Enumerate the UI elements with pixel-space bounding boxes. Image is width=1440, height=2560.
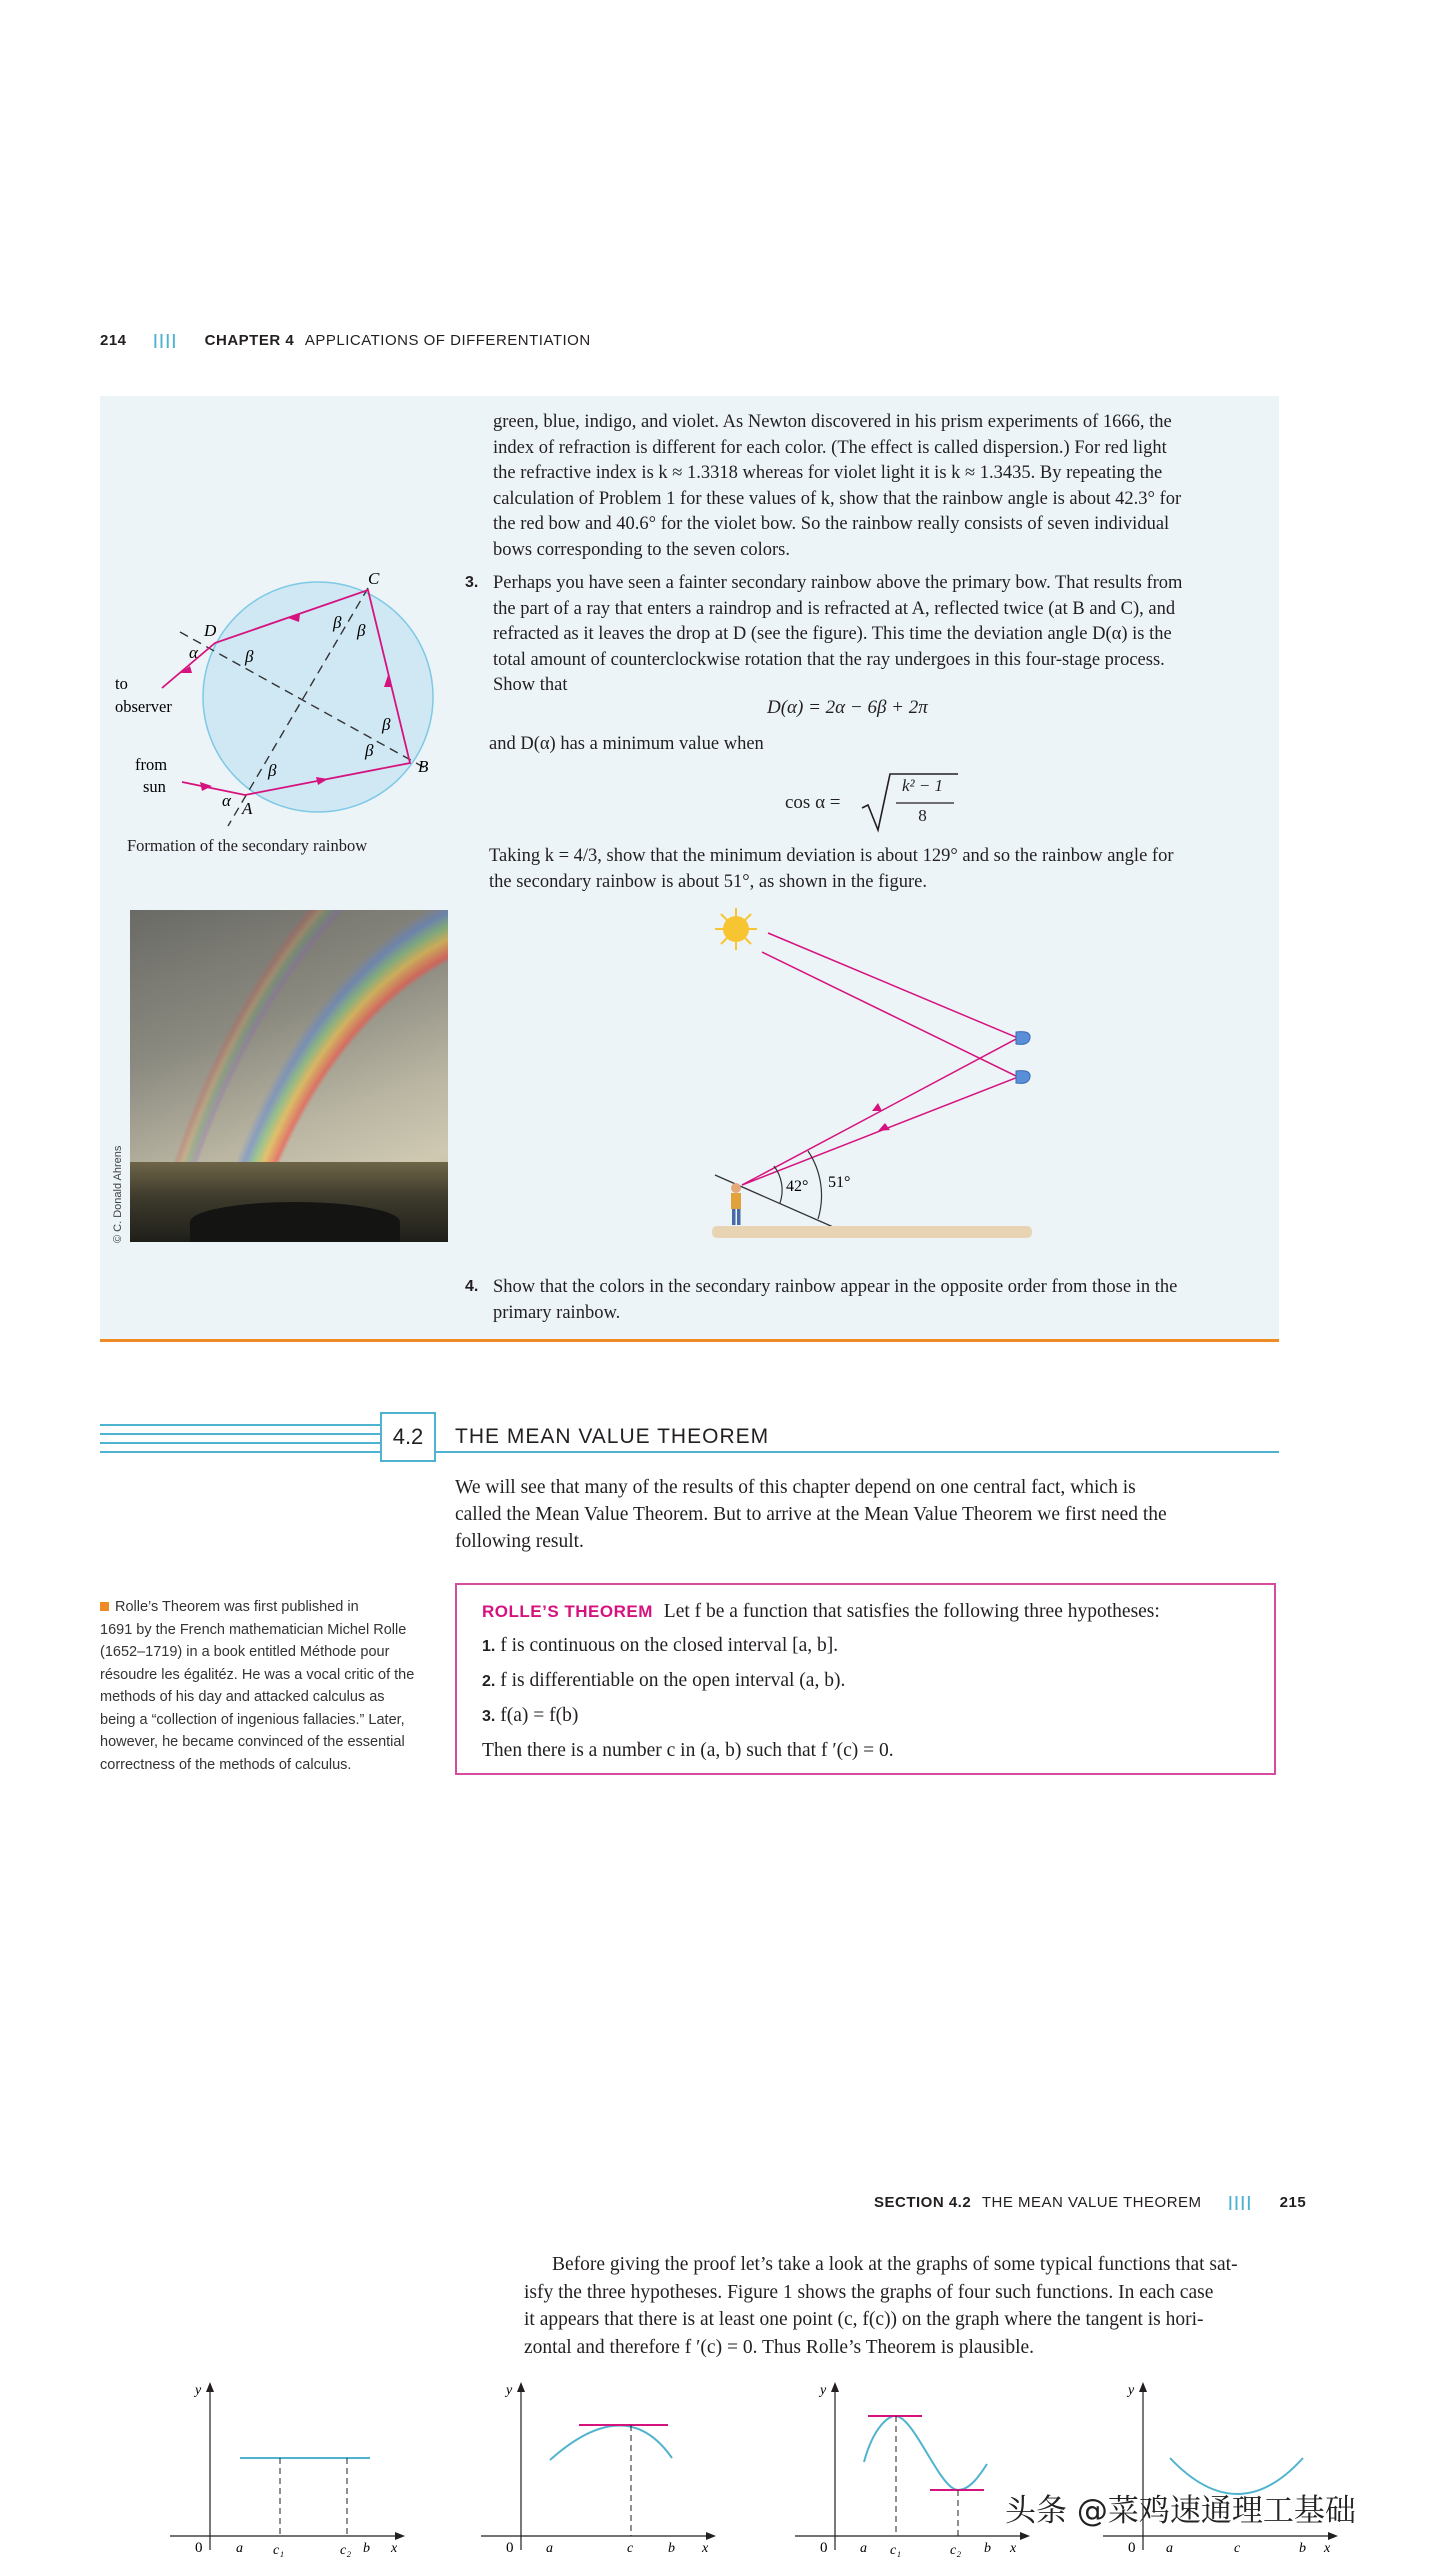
taking-k-text — [489, 844, 1279, 895]
equation-cos-denominator: 8 — [918, 806, 927, 825]
angle-beta-label: β — [357, 621, 366, 640]
graph-single-min — [1098, 2380, 1348, 2560]
and-line: and D(α) has a minimum value when — [489, 734, 764, 754]
text-line: isfy the three hypotheses. Figure 1 shows the graphs of four such functions. In each case — [524, 2281, 1214, 2303]
text-line: calculation of Problem 1 for these values of k, show that the rainbow angle is about 42.3° for — [493, 488, 1182, 509]
page-number: 215 — [1279, 2194, 1307, 2211]
axis-label: 0 — [506, 2540, 514, 2556]
angle-beta-label: β — [382, 715, 391, 734]
rolle-sidebar-note — [100, 1596, 445, 1776]
equation-deviation: D(α) = 2α − 6β + 2π — [767, 697, 928, 718]
angle-beta-label: β — [268, 761, 277, 780]
text-line: the refractive index is k ≈ 1.3318 whereas for violet light it is k ≈ 1.3435. By repeating the — [493, 463, 1163, 483]
graph-single-max — [476, 2380, 726, 2560]
running-header — [100, 332, 591, 349]
label-observer: observer — [115, 697, 172, 716]
angle-arc — [808, 1151, 822, 1219]
axis-label: y — [506, 2383, 513, 2398]
reflected-ray — [742, 1077, 1018, 1185]
text-line: green, blue, indigo, and violet. As Newton discovered in his prism experiments of 1666, the — [493, 412, 1172, 432]
problem-3-text — [493, 571, 1278, 699]
label-from: from — [135, 755, 168, 774]
text-line: following result. — [455, 1531, 584, 1552]
angle-beta-label: β — [365, 741, 374, 760]
axis-label: a — [1166, 2541, 1173, 2556]
section-title: THE MEAN VALUE THEOREM — [455, 1425, 770, 1448]
header-bars: |||| — [1228, 2194, 1253, 2211]
axis-label: a — [546, 2541, 553, 2556]
rolle-item-1 — [482, 1629, 1262, 1664]
point-A: A — [242, 799, 253, 818]
text-line: refracted as it leaves the drop at D (see the figure). This time the deviation angle D(α) is the — [493, 624, 1172, 644]
text-line: total amount of counterclockwise rotation that the ray undergoes in this four-stage process. — [493, 649, 1165, 670]
axis-label: b — [1299, 2541, 1306, 2556]
section-underline — [434, 1451, 1279, 1453]
arrow-icon — [200, 782, 212, 791]
page-number: 214 — [100, 332, 127, 349]
sun-icon — [715, 908, 757, 950]
item-text: f is differentiable on the open interval (a, b). — [500, 1670, 846, 1691]
text-line: zontal and therefore f ′(c) = 0. Thus Rolle’s Theorem is plausible. — [524, 2336, 1035, 2358]
angle-alpha-label: α — [222, 791, 231, 810]
rainbow-angle-diagram — [700, 905, 1050, 1250]
axis-label: 0 — [195, 2540, 203, 2556]
panel-bottom-rule — [100, 1339, 1279, 1342]
point-B: B — [418, 757, 429, 776]
rolle-conclusion: Then there is a number c in (a, b) such that f ′(c) = 0. — [482, 1740, 894, 1761]
text-line: We will see that many of the results of this chapter depend on one central fact, which is — [455, 1477, 1136, 1498]
text-line: 1691 by the French mathematician Michel Rolle — [100, 1621, 407, 1638]
angle-alpha-label: α — [189, 643, 198, 662]
angle-beta-label: β — [245, 647, 254, 666]
axis-label: y — [195, 2383, 202, 2398]
text-line: Perhaps you have seen a fainter secondary rainbow above the primary bow. That results from — [493, 573, 1183, 593]
item-text: f(a) = f(b) — [500, 1705, 579, 1726]
sun-ray — [768, 933, 1018, 1038]
ground-strip — [712, 1226, 1032, 1238]
graph-constant — [165, 2380, 415, 2560]
point-C: C — [368, 570, 380, 588]
watermark-text: 头条 @菜鸡速通理工基础 — [1005, 2493, 1356, 2529]
rolle-theorem-content — [482, 1595, 1262, 1768]
chapter-label: CHAPTER 4 — [204, 332, 295, 349]
proof-intro — [524, 2251, 1349, 2361]
raindrop-diagram — [100, 570, 460, 840]
text-line: however, he became convinced of the essential — [100, 1734, 405, 1750]
axis-label: c — [627, 2541, 634, 2556]
text-line: Show that the colors in the secondary rainbow appear in the opposite order from those in the — [493, 1277, 1178, 1297]
drop-figure-caption: Formation of the secondary rainbow — [127, 836, 368, 855]
axis-label: c₂ — [950, 2543, 962, 2558]
running-header-215 — [874, 2194, 1306, 2211]
rolle-statement: Let f be a function that satisfies the following three hypotheses: — [663, 1601, 1160, 1622]
raindrop-icon — [1016, 1071, 1030, 1084]
item-number: 1. — [482, 1638, 496, 1655]
axis-label: c — [1234, 2541, 1241, 2556]
section-lines-left — [100, 1424, 380, 1453]
text-line: the secondary rainbow is about 51°, as shown in the figure. — [489, 871, 927, 892]
item-text: f is continuous on the closed interval [a, b]. — [500, 1635, 839, 1656]
axis-label: y — [820, 2383, 827, 2398]
axis-label: a — [236, 2541, 243, 2556]
problem-4-number: 4. — [465, 1278, 479, 1295]
item-number: 3. — [482, 1708, 496, 1725]
text-line: being a “collection of ingenious fallacies.” Later, — [100, 1711, 405, 1728]
section-label: SECTION 4.2 — [874, 2194, 972, 2211]
point-D: D — [204, 621, 217, 640]
section-header-title: THE MEAN VALUE THEOREM — [981, 2194, 1202, 2211]
item-number: 2. — [482, 1673, 496, 1690]
photo-credit: © C. Donald Ahrens — [112, 1145, 124, 1243]
label-to: to — [115, 674, 128, 693]
axis-label: 0 — [820, 2540, 828, 2556]
rolle-item-2 — [482, 1664, 1262, 1699]
equation-cos-lhs: cos α = — [785, 792, 841, 813]
problem-continuation — [493, 410, 1278, 563]
header-bars: |||| — [153, 332, 178, 349]
axis-label: y — [1128, 2383, 1135, 2398]
section-intro — [455, 1474, 1280, 1555]
section-number-box: 4.2 — [380, 1412, 436, 1462]
text-line: it appears that there is at least one point (c, f(c)) on the graph where the tangent is hori- — [524, 2309, 1204, 2330]
observer-icon — [731, 1183, 741, 1225]
axis-label: c₁ — [890, 2543, 902, 2558]
axis-label: x — [1010, 2541, 1017, 2556]
angle-beta-label: β — [333, 613, 342, 632]
text-line: Before giving the proof let’s take a look at the graphs of some typical functions that sat- — [552, 2254, 1238, 2275]
rainbow-photo — [130, 910, 448, 1242]
text-line: index of refraction is different for each color. (The effect is called dispersion.) For red light — [493, 437, 1167, 458]
reflected-ray — [742, 1038, 1018, 1185]
axis-label: c₁ — [273, 2543, 285, 2558]
angle-51-label: 51° — [828, 1174, 851, 1191]
text-line: methods of his day and attacked calculus as — [100, 1689, 385, 1705]
text-line: (1652–1719) in a book entitled Méthode pour — [100, 1644, 390, 1660]
bullet-square-icon — [100, 1602, 109, 1611]
label-sun: sun — [143, 777, 166, 796]
rolle-item-3 — [482, 1699, 1262, 1734]
axis-label: b — [984, 2541, 991, 2556]
raindrop-icon — [1016, 1032, 1030, 1045]
axis-label: b — [363, 2541, 370, 2556]
text-line: the part of a ray that enters a raindrop and is refracted at A, reflected twice (at B and C), and — [493, 598, 1176, 619]
axis-label: 0 — [1128, 2540, 1136, 2556]
graph-max-min — [790, 2380, 1040, 2560]
text-line: primary rainbow. — [493, 1302, 621, 1323]
text-line: Taking k = 4/3, show that the minimum deviation is about 129° and so the rainbow angle for — [489, 846, 1174, 866]
angle-42-label: 42° — [786, 1178, 809, 1195]
text-line: called the Mean Value Theorem. But to arrive at the Mean Value Theorem we first need the — [455, 1504, 1167, 1525]
problem-3-number: 3. — [465, 574, 479, 591]
text-line: Show that — [493, 675, 568, 695]
rolle-title: ROLLE’S THEOREM — [482, 1602, 653, 1621]
photo-trees — [190, 1202, 400, 1242]
problem-4-text — [493, 1275, 1278, 1326]
arrow-icon — [872, 1103, 882, 1111]
equation-cos-numerator: k² − 1 — [901, 776, 944, 795]
text-line: the red bow and 40.6° for the violet bow. So the rainbow really consists of seven individual — [493, 514, 1170, 534]
axis-label: a — [860, 2541, 867, 2556]
axis-label: c₂ — [340, 2543, 352, 2558]
text-line: Rolle’s Theorem was first published in — [115, 1599, 359, 1615]
chapter-title: APPLICATIONS OF DIFFERENTIATION — [304, 332, 591, 349]
text-line: correctness of the methods of calculus. — [100, 1756, 352, 1773]
text-line: bows corresponding to the seven colors. — [493, 539, 790, 560]
axis-label: b — [668, 2541, 675, 2556]
axis-label: x — [702, 2541, 709, 2556]
axis-label: x — [391, 2541, 398, 2556]
text-line: résoudre les égalitéz. He was a vocal critic of the — [100, 1666, 415, 1683]
axis-label: x — [1324, 2541, 1331, 2556]
